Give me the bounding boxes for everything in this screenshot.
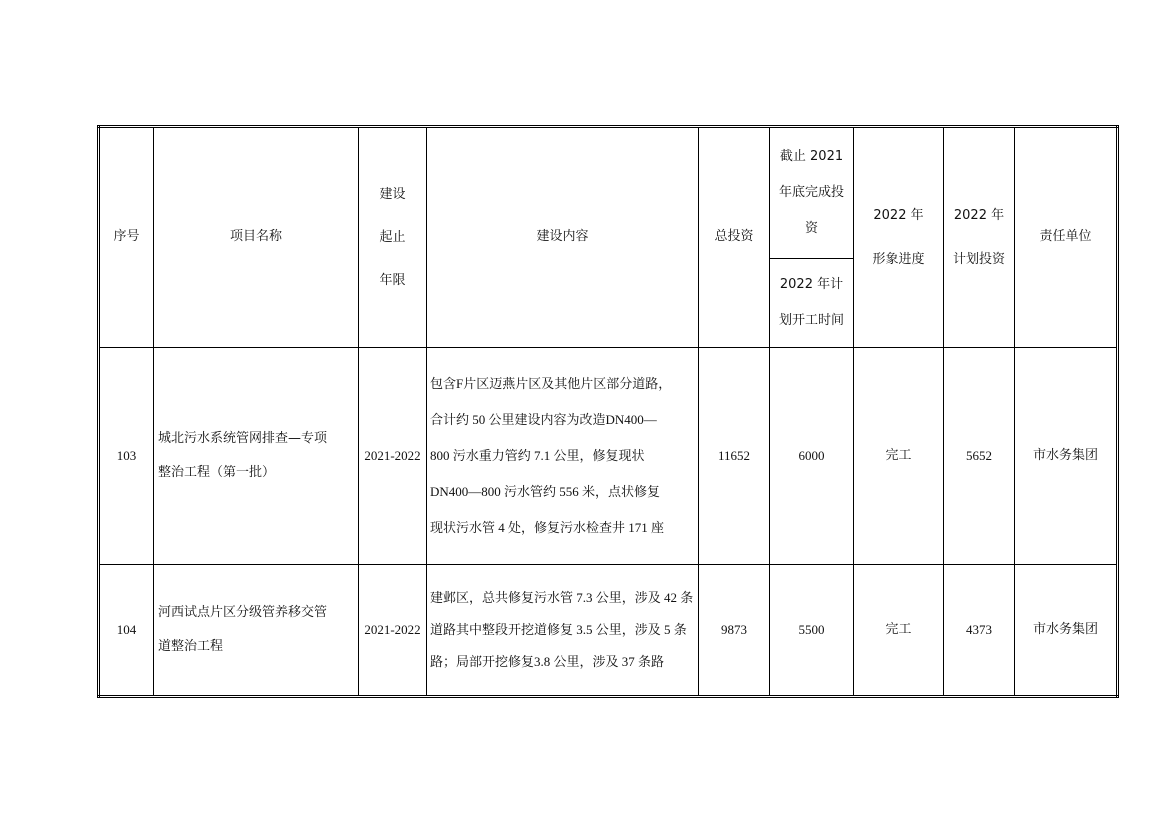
row-seq: 103 — [99, 348, 154, 565]
header-progress-line: 形象进度 — [872, 251, 925, 267]
row-progress: 完工 — [854, 565, 944, 697]
table-row — [99, 565, 1118, 697]
header-unit: 责任单位 — [1015, 127, 1118, 348]
row-name-line: 城北污水系统管网排查—专项 — [158, 431, 328, 446]
row-name — [154, 348, 359, 565]
row-completed: 6000 — [770, 348, 854, 565]
row-content-line: 现状污水管 4 处，修复污水检查井 171 座 — [430, 520, 665, 535]
header-total: 总投资 — [699, 127, 770, 348]
header-plan-invest-line: 计划投资 — [952, 251, 1005, 267]
row-content-line: 路；局部开挖修复3.8 公里，涉及 37 条路 — [430, 654, 665, 669]
header-progress-line: 2022 年 — [873, 207, 924, 223]
header-period-line: 年限 — [379, 273, 406, 288]
row-name-line: 道整治工程 — [158, 639, 224, 654]
row-unit: 市水务集团 — [1015, 348, 1118, 565]
header-row — [99, 127, 1118, 348]
header-start-time-line: 划开工时间 — [778, 313, 844, 328]
row-total: 11652 — [699, 348, 770, 565]
row-period: 2021-2022 — [359, 348, 427, 565]
row-progress: 完工 — [854, 348, 944, 565]
row-plan-invest: 5652 — [944, 348, 1015, 565]
row-plan-invest: 4373 — [944, 565, 1015, 697]
row-seq: 104 — [99, 565, 154, 697]
header-plan-invest — [944, 127, 1015, 348]
row-content — [427, 565, 699, 697]
header-start-time-line: 2022 年计 — [779, 277, 844, 292]
row-content-line: 建邺区，总共修复污水管 7.3 公里，涉及 42 条 — [430, 590, 694, 605]
header-start-time — [770, 259, 853, 347]
header-name: 项目名称 — [154, 127, 359, 348]
header-seq: 序号 — [99, 127, 154, 348]
header-period — [359, 127, 427, 348]
row-unit: 市水务集团 — [1015, 565, 1118, 697]
row-name-line: 整治工程（第一批） — [158, 465, 276, 480]
row-content-line: 合计约 50 公里建设内容为改造DN400— — [430, 412, 657, 427]
row-period: 2021-2022 — [359, 565, 427, 697]
header-period-line: 建设 — [379, 187, 406, 202]
header-completed-line: 年底完成投 — [778, 185, 844, 200]
row-content-line: 道路其中整段开挖道修复 3.5 公里，涉及 5 条 — [430, 622, 687, 637]
row-name-line: 河西试点片区分级管养移交管 — [158, 605, 328, 620]
header-plan-invest-line: 2022 年 — [953, 207, 1005, 223]
header-completed — [770, 128, 853, 259]
project-table — [97, 125, 1119, 698]
header-content: 建设内容 — [427, 127, 699, 348]
row-content-line: 包含F片区迈燕片区及其他片区部分道路， — [430, 376, 672, 391]
row-content-line: 800 污水重力管约 7.1 公里，修复现状 — [430, 448, 645, 463]
header-completed-start — [770, 127, 854, 348]
header-completed-line: 截止 2021 — [779, 149, 844, 164]
row-total: 9873 — [699, 565, 770, 697]
row-content — [427, 348, 699, 565]
header-period-line: 起止 — [379, 230, 406, 245]
table-row — [99, 348, 1118, 565]
header-completed-line: 资 — [804, 221, 818, 236]
row-completed: 5500 — [770, 565, 854, 697]
row-content-line: DN400—800 污水管约 556 米，点状修复 — [430, 484, 661, 499]
header-progress — [854, 127, 944, 348]
row-name — [154, 565, 359, 697]
